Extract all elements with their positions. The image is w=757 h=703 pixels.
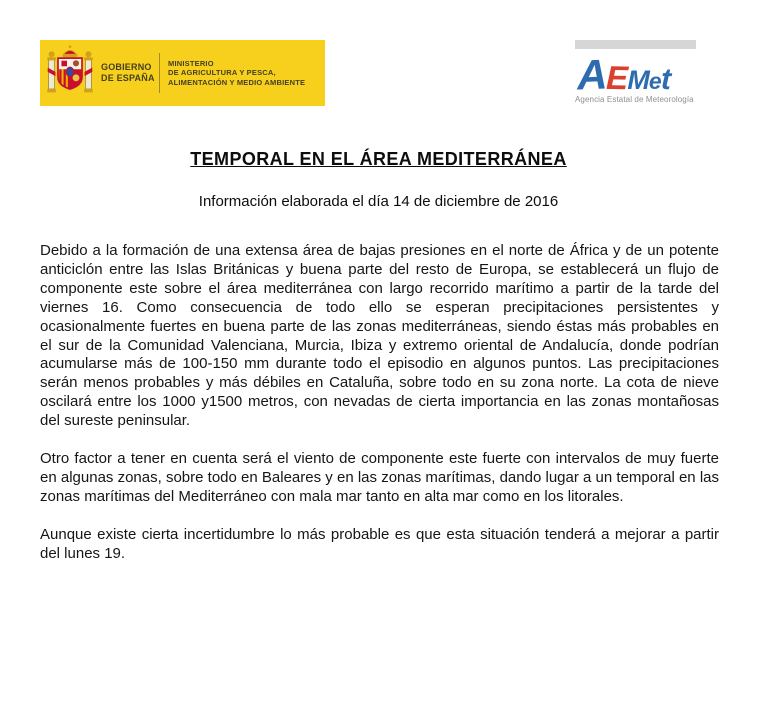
aemet-letter: E	[606, 58, 628, 97]
body-paragraph: Aunque existe cierta incertidumbre lo más probable es que esta situación tenderá a mejorar a partir del lunes 19.	[40, 525, 719, 562]
aemet-logo	[575, 40, 700, 104]
aemet-wordmark	[576, 50, 700, 99]
ministry-name-line: MINISTERIO	[168, 58, 214, 68]
ministry-name	[168, 59, 305, 88]
logo-divider	[159, 53, 160, 93]
ministry-name-line: DE AGRICULTURA Y PESCA,	[168, 68, 276, 78]
document-subtitle: Información elaborada el día 14 de diciembre de 2016	[198, 193, 559, 210]
aemet-letter: t	[660, 62, 671, 97]
aemet-letter: e	[648, 68, 661, 94]
government-name-line: DE ESPAÑA	[101, 73, 155, 83]
spain-coat-of-arms-icon	[46, 44, 94, 103]
ministry-name-line: ALIMENTACIÓN Y MEDIO AMBIENTE	[168, 77, 306, 87]
aemet-tagline: Agencia Estatal de Meteorología	[575, 95, 694, 104]
body-paragraph: Debido a la formación de una extensa área de bajas presiones en el norte de África y de un potente anticiclón entre las Islas Británicas y buena parte del resto de Europa, se establecerá un flujo de componente este sobre el área mediterránea con largo recorrido marítimo a partir de la tarde del viernes 16. Como consecuencia de todo ello se esperan precipitaciones persistentes y ocasionalmente fuertes en buena parte de las zonas mediterráneas, siendo éstas más probables en el sur de la Comunidad Valenciana, Murcia, Ibiza y extremo oriental de Andalucía, donde podrían acumularse más de 100-150 mm durante todo el episodio en algunos puntos. Las precipitaciones serán menos probables y más débiles en Cataluña, sobre todo en su zona norte. La cota de nieve oscilará entre los 1000 y1500 metros, con nevadas de cierta importancia en las zonas montañosas del sureste peninsular.	[40, 242, 719, 430]
document-body	[40, 242, 719, 583]
aemet-letter: A	[576, 50, 608, 99]
government-name-line: GOBIERNO	[101, 62, 152, 72]
aemet-logo-bar	[575, 40, 696, 49]
government-logo	[40, 40, 325, 106]
document-title: TEMPORAL EN EL ÁREA MEDITERRÁNEA	[190, 149, 567, 169]
aemet-letter: M	[627, 65, 649, 95]
body-paragraph: Otro factor a tener en cuenta será el viento de componente este fuerte con intervalos de muy fuerte en algunas zonas, sobre todo en Baleares y en las zonas marítimas, dando lugar a un temporal en las zonas marítimas del Mediterráneo con mala mar tanto en alta mar como en los litorales.	[40, 450, 719, 505]
government-name	[101, 62, 157, 84]
